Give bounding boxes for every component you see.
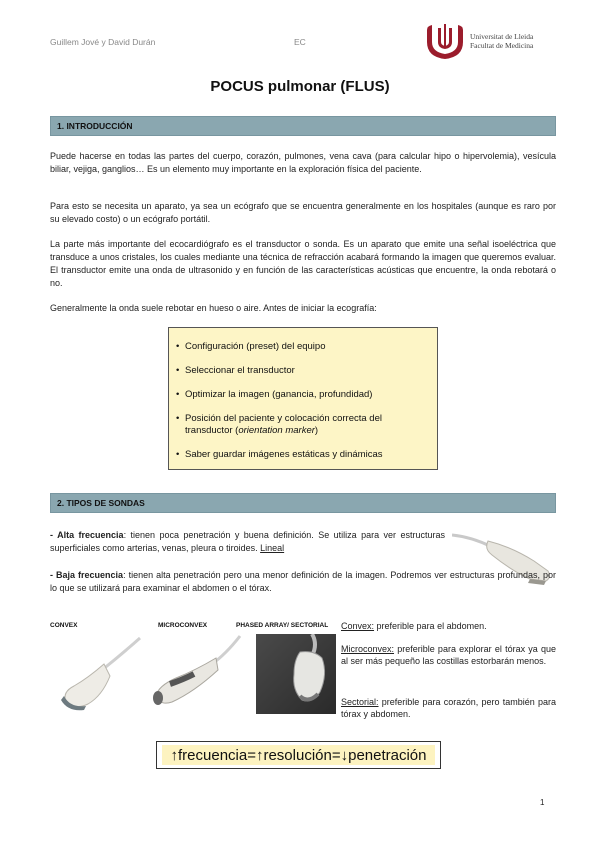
probe-label-microconvex: MICROCONVEX	[158, 622, 208, 629]
header-authors: Guillem Jové y David Durán	[50, 37, 156, 47]
checklist-item: • Posición del paciente y colocación correcta del transductor (orientation marker)	[176, 413, 435, 437]
section-heading-introduccion: 1. INTRODUCCIÓN	[50, 116, 556, 136]
paragraph-2: Para esto se necesita un aparato, ya sea un ecógrafo que se encuentra generalmente en los hospitales (aunque es raro por su elevado costo) o un ecógrafo portátil.	[50, 201, 556, 224]
checklist-box	[168, 327, 438, 470]
page-number: 1	[540, 798, 545, 807]
university-name: Universitat de Lleida Facultat de Medicina	[470, 32, 534, 50]
probe-label-sectorial: PHASED ARRAY/ SECTORIAL	[236, 622, 329, 629]
paragraph-3: La parte más importante del ecocardiógrafo es el transductor o sonda. Es un aparato que emite una señal isoeléctrica que transduce a unos cristales, los cuales mediante una técnica de refracción acabará formando la imagen que queremos evaluar. El transductor emite una onda de ultrasonido y en función de las características acústicas que encuentre, la onda rebotará o no.	[50, 239, 556, 288]
microconvex-probe-image	[146, 634, 242, 714]
microconvex-description: Microconvex: preferible para explorar el tórax ya que al ser más pequeño las costillas estorbarán menos.	[341, 644, 556, 666]
page-title: POCUS pulmonar (FLUS)	[210, 78, 390, 95]
probe-label-convex: CONVEX	[50, 622, 78, 629]
sectorial-probe-image	[256, 634, 336, 714]
paragraph-1: Puede hacerse en todas las partes del cuerpo, corazón, pulmones, vena cava (para calcular hipo o hipervolemia), vesícula biliar, vejiga, ganglios… Es un elemento muy importante en la exploración física del paciente.	[50, 151, 556, 174]
header-center: EC	[294, 37, 306, 47]
paragraph-4: Generalmente la onda suele rebotar en hueso o aire. Antes de iniciar la ecografía:	[50, 303, 377, 313]
university-logo-icon	[422, 24, 468, 60]
checklist-item: • Optimizar la imagen (ganancia, profundidad)	[176, 389, 435, 401]
checklist-item: • Configuración (preset) del equipo	[176, 341, 435, 353]
section-heading-tipos-de-sondas: 2. TIPOS DE SONDAS	[50, 493, 556, 513]
sectorial-description: Sectorial: preferible para corazón, pero también para tórax y abdomen.	[341, 697, 556, 719]
convex-description: Convex: preferible para el abdomen.	[341, 621, 487, 631]
checklist-item: • Seleccionar el transductor	[176, 365, 435, 377]
frequency-formula-box	[156, 741, 441, 769]
frequency-formula: ↑frecuencia=↑resolución=↓penetración	[162, 745, 435, 765]
convex-probe-image	[52, 634, 142, 714]
baja-frecuencia-paragraph: - Baja frecuencia: tienen alta penetración pero una menor definición de la imagen. Podremos ver estructuras profundas, por lo que se utilizará para examinar el abdomen o el tórax.	[50, 570, 557, 593]
alta-frecuencia-paragraph: - Alta frecuencia: tienen poca penetración y buena definición. Se utiliza para ver estructuras superficiales como arterias, venas, pleura o tiroides. Lineal	[50, 530, 445, 553]
checklist-item: • Saber guardar imágenes estáticas y dinámicas	[176, 449, 435, 461]
